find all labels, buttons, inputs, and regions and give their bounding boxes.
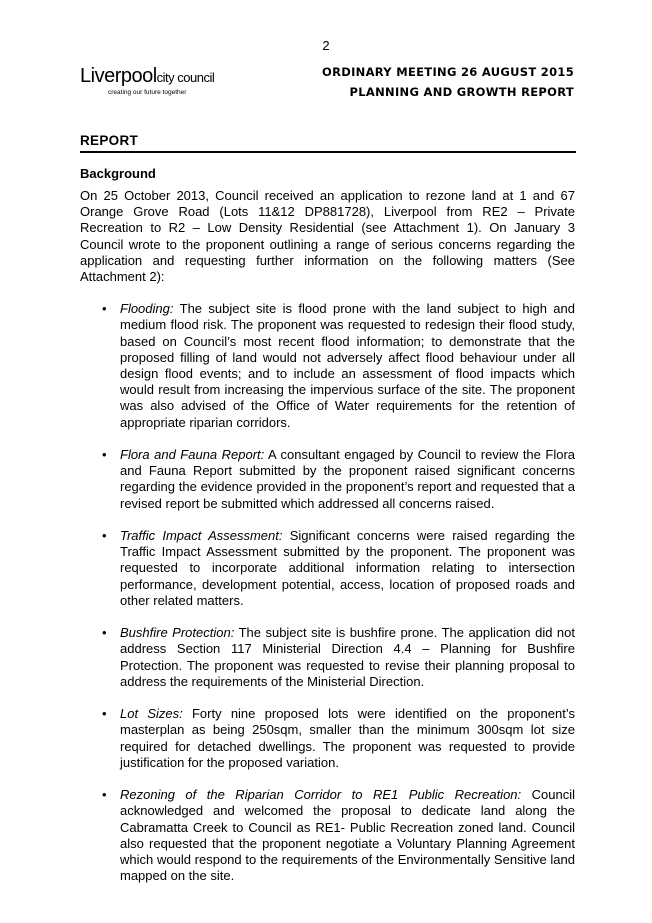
list-item (80, 528, 575, 609)
report-body (80, 188, 575, 901)
list-item (80, 706, 575, 771)
item-label: Lot Sizes: (120, 706, 183, 722)
logo-suffix-text: city council (156, 70, 215, 85)
council-logo (80, 66, 214, 96)
item-label: Flora and Fauna Report: (120, 447, 265, 463)
section-divider (80, 151, 576, 153)
report-header (322, 62, 574, 102)
logo-wordmark (80, 66, 214, 88)
concerns-list (80, 301, 575, 884)
list-item (80, 301, 575, 431)
item-label: Bushfire Protection: (120, 625, 235, 641)
background-intro: On 25 October 2013, Council received an application to rezone land at 1 and 67 Orange Grove Road (Lots 11&12 DP881728), Liverpool from RE2 – Private Recreation to R2 – Low Density Residential (see Attachment 1). On January 3 Council wrote to the proponent outlining a range of serious concerns regarding the application and requesting further information on the following matters (See Attachment 2): (80, 188, 575, 285)
page-number: 2 (322, 38, 330, 53)
item-text: Council acknowledged and welcomed the proposal to dedicate land along the Cabramatta Creek to Council as RE1- Public Recreation zoned land. Council also requested that the proponent negotiate a Voluntary Planning Agreement which would respond to the requirements of the Environmentally Sensitive land mapped on the site. (120, 787, 576, 884)
bullet-icon: • (102, 625, 107, 641)
section-title: REPORT (80, 133, 139, 148)
item-text: Forty nine proposed lots were identified on the proponent’s masterplan as being 250sqm, smaller than the minimum 300sqm lot size required for detached dwellings. The proponent was requested to provide justification for the proposed variation. (120, 706, 575, 770)
meeting-title: ORDINARY MEETING 26 AUGUST 2015 (322, 65, 574, 79)
list-item (80, 447, 575, 512)
list-item (80, 787, 575, 884)
item-label: Rezoning of the Riparian Corridor to RE1 Public Recreation: (120, 787, 522, 803)
item-text: Significant concerns were raised regarding the Traffic Impact Assessment submitted by the proponent. The proponent was requested to incorporate additional information relating to intersection performance, development potential, access, location of proposed roads and other related matters. (120, 528, 575, 608)
bullet-icon: • (102, 706, 107, 722)
item-label: Traffic Impact Assessment: (120, 528, 283, 544)
item-text: The subject site is flood prone with the land subject to high and medium flood risk. The proponent was requested to redesign their flood study, based on Council’s most recent flood information; to demonstrate that the proposed filling of land would not adversely affect flood behaviour under all design flood events; and to include an assessment of flood impacts which would result from increasing the impervious surface of the site. The proponent was also advised of the Office of Water requirements for the retention of appropriate riparian corridors. (120, 301, 575, 430)
logo-tagline: creating our future together (108, 89, 187, 96)
item-label: Flooding: (120, 301, 174, 317)
list-item (80, 625, 575, 690)
logo-main-text: Liverpool (80, 65, 157, 87)
bullet-icon: • (102, 447, 107, 463)
report-type: PLANNING AND GROWTH REPORT (349, 85, 574, 99)
item-text: The subject site is bushfire prone. The application did not address Section 117 Ministerial Direction 4.4 – Planning for Bushfire Protection. The proponent was requested to revise their planning proposal to address the requirements of the Ministerial Direction. (120, 625, 575, 689)
item-text: A consultant engaged by Council to review the Flora and Fauna Report submitted by the proponent raised significant concerns regarding the evidence provided in the proponent’s report and requested that a revised report be submitted which addressed all concerns raised. (120, 447, 575, 511)
bullet-icon: • (102, 787, 107, 803)
background-heading: Background (80, 166, 156, 181)
bullet-icon: • (102, 301, 107, 317)
bullet-icon: • (102, 528, 107, 544)
